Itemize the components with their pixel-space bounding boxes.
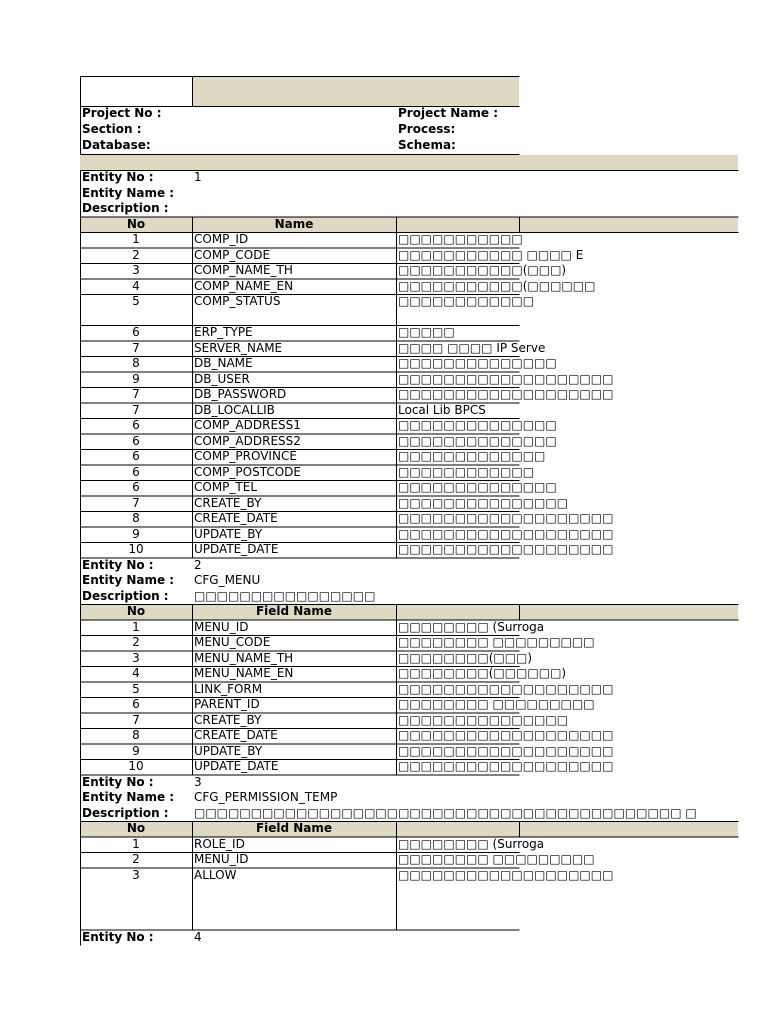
field-description: □□□□□□□□ (Surroga [398,836,545,851]
column-header-desc [396,821,519,837]
field-name: UPDATE_DATE [194,759,279,773]
entity-name-row-value [192,186,519,202]
entity-name-row-value: CFG_MENU [194,573,261,587]
entity-no-row-label: Entity No : [82,774,154,789]
field-description: Local Lib BPCS [398,402,486,417]
title-cell [192,76,519,106]
database-row-right-label: Schema: [398,138,456,152]
field-no: 6 [132,464,140,479]
field-no: 9 [132,371,140,386]
field-name: SERVER_NAME [194,340,283,355]
field-no: 9 [132,526,140,541]
field-name: COMP_POSTCODE [194,464,301,479]
field-description: □□□□□□□□□□□□□□□ [398,712,569,727]
table-row [80,542,738,558]
field-name: DB_NAME [194,356,253,370]
field-name: MENU_NAME_TH [194,650,294,665]
column-header-no: No [126,604,146,618]
table-row [80,387,738,403]
field-no: 5 [132,681,140,696]
section-band [80,155,738,170]
table-row [80,341,738,357]
entity-name-row [80,186,738,202]
table-row [80,697,738,713]
table-row [80,666,738,682]
field-description: □□□□□□□□□□□□□ [398,449,546,463]
project-no-row-label: Project No : [82,106,162,120]
field-no: 3 [132,263,140,277]
field-description: □□□□□□□□□□□□□□□□□□□ [398,743,614,758]
table-row [80,356,738,372]
entity-no-row [80,558,738,574]
field-no: 6 [132,697,140,711]
field-description: □□□□□□□□□□□ □□□□ E [398,247,584,262]
section-row-right-label: Process: [398,122,456,136]
field-name: MENU_NAME_EN [194,666,294,680]
column-header-row [80,821,738,837]
entity-no-row-value: 1 [194,170,202,184]
table-row [80,713,738,729]
field-no: 9 [132,743,140,758]
field-description: □□□□□□□□(□□□) [398,650,533,665]
field-no: 1 [132,836,140,851]
entity-no-row-value: 4 [194,929,202,944]
title-row [80,76,738,106]
table-row [80,372,738,388]
field-description: □□□□□□□□□□□□□□□ [398,495,569,510]
table-row [80,449,738,465]
table-row [80,403,738,419]
field-no: 3 [132,867,140,882]
table-row [80,232,738,248]
field-name: CREATE_BY [194,495,262,510]
description-row-label: Description : [82,588,169,603]
description-row-value: □□□□□□□□□□□□□□□□□□□□□□□□□□□□□□□□□□□□□□□□□□□ □ [194,805,697,820]
field-name: ALLOW [194,867,237,882]
table-row [80,511,738,527]
field-name: PARENT_ID [194,697,260,711]
field-no: 1 [132,619,140,634]
field-description: □□□□□□□□□□□□ [398,464,535,479]
field-no: 7 [132,402,140,417]
entity-name-row [80,790,738,806]
entity-name-row-label: Entity Name : [82,185,175,200]
column-header-desc [396,604,519,620]
project-no-row-right-label: Project Name : [398,106,498,120]
field-no: 10 [128,542,144,556]
section-band-fill [80,155,738,170]
field-no: 2 [132,852,140,866]
field-description: □□□□□□□□ □□□□□□□□□ [398,697,595,711]
entity-no-row-value: 2 [194,557,202,572]
table-row [80,744,738,760]
field-name: CREATE_DATE [194,728,278,742]
table-row [80,434,738,450]
table-row [80,635,738,651]
field-name: MENU_ID [194,619,249,634]
field-description: □□□□□□□□□□□□□□□□□□□ [398,728,614,742]
column-header-no: No [126,821,146,835]
field-name: DB_USER [194,371,250,386]
table-row [80,248,738,264]
field-name: COMP_CODE [194,247,271,262]
entity-name-row [80,573,738,589]
field-no: 6 [132,433,140,448]
field-no: 7 [132,387,140,401]
table-row [80,294,738,325]
field-description: □□□□□□□□□□□□□□□□□□□ [398,759,614,773]
field-no: 6 [132,480,140,494]
table-row [80,837,738,853]
table-row [80,418,738,434]
field-description: □□□□□□□□ (Surroga [398,619,545,634]
field-name: COMP_PROVINCE [194,449,297,463]
field-name: COMP_NAME_TH [194,263,293,277]
project-no-row [80,106,738,122]
field-no: 6 [132,418,140,432]
field-description: □□□□□□□□ □□□□□□□□□ [398,635,595,649]
column-header-desc [396,217,519,233]
entity-no-row [80,775,738,791]
field-no: 7 [132,712,140,727]
field-name: MENU_CODE [194,635,271,649]
field-description: □□□□□□□□□□□□□□□□□□□ [398,681,614,696]
entity-name-row-value: CFG_PERMISSION_TEMP [194,790,338,804]
description-row [80,806,738,822]
field-description: □□□□□□□□ □□□□□□□□□ [398,852,595,866]
field-name: CREATE_BY [194,712,262,727]
field-no: 8 [132,511,140,525]
table-row [80,325,738,341]
table-row [80,527,738,543]
field-name: COMP_ADDRESS1 [194,418,301,432]
table-row [80,620,738,636]
field-name: ROLE_ID [194,836,245,851]
table-row [80,728,738,744]
column-header-no: No [126,216,146,231]
entity-no-row-value: 3 [194,774,202,789]
entity-no-row [80,930,738,946]
field-description: □□□□ □□□□ IP Serve [398,340,546,355]
field-description: □□□□□□□□□□□□□□ [398,480,557,494]
field-name: COMP_STATUS [194,294,281,308]
field-description: □□□□□□□□□□□□□□□□□□□ [398,387,614,401]
field-no: 4 [132,666,140,680]
table-row [80,480,738,496]
field-description: □□□□□□□□□□□□□□□□□□□ [398,371,614,386]
field-no: 7 [132,495,140,510]
description-row-value: □□□□□□□□□□□□□□□□ [194,588,376,603]
field-name: DB_PASSWORD [194,387,287,401]
field-description: □□□□□□□□□□□□□□□□□□□ [398,867,614,882]
section-row [80,122,738,138]
field-description: □□□□□□□□□□□□□□ [398,418,557,432]
field-description: □□□□□□□□(□□□□□□) [398,666,567,680]
description-row [80,201,738,217]
field-no: 3 [132,650,140,665]
field-no: 4 [132,278,140,293]
column-header-row [80,604,738,620]
table-row [80,682,738,698]
column-header-name: Name [274,216,314,231]
column-header-row [80,217,738,233]
description-row-label: Description : [82,805,169,820]
table-row [80,852,738,868]
section-row-label: Section : [82,122,142,136]
field-description: □□□□□□□□□□□(□□□) [398,263,567,277]
field-no: 8 [132,728,140,742]
description-row-value [192,201,519,217]
table-row [80,868,738,930]
entity-name-row-label: Entity Name : [82,790,175,804]
entity-no-row-label: Entity No : [82,557,154,572]
field-description: □□□□□□□□□□□□ [398,294,535,308]
database-row-label: Database: [82,138,151,152]
entity-no-row-label: Entity No : [82,170,154,184]
field-name: COMP_TEL [194,480,258,494]
field-description: □□□□□□□□□□□(□□□□□□ [398,278,596,293]
field-name: COMP_NAME_EN [194,278,294,293]
field-name: MENU_ID [194,852,249,866]
field-name: UPDATE_DATE [194,542,279,556]
field-no: 2 [132,247,140,262]
field-description: □□□□□□□□□□□□□□□□□□□ [398,526,614,541]
field-description: □□□□□□□□□□□□□□ [398,433,557,448]
entity-name-row-label: Entity Name : [82,573,175,587]
column-header-name: Field Name [255,604,333,618]
table-row [80,496,738,512]
field-description: □□□□□□□□□□□□□□□□□□□ [398,542,614,556]
table-row [80,651,738,667]
column-header-name: Field Name [255,821,333,835]
field-no: 2 [132,635,140,649]
field-description: □□□□□□□□□□□□□□□□□□□ [398,511,614,525]
field-no: 1 [132,232,140,246]
field-name: UPDATE_BY [194,743,263,758]
field-name: CREATE_DATE [194,511,278,525]
field-no: 5 [132,294,140,308]
database-row [80,138,738,154]
field-name: LINK_FORM [194,681,263,696]
description-row [80,589,738,605]
field-description: □□□□□□□□□□□ [398,232,523,246]
table-row [80,465,738,481]
field-no: 8 [132,356,140,370]
entity-no-row-label: Entity No : [82,929,154,944]
table-row [80,263,738,279]
field-no: 6 [132,449,140,463]
field-description: □□□□□ [398,325,455,339]
field-name: COMP_ADDRESS2 [194,433,301,448]
entity-no-row [80,170,738,186]
field-name: UPDATE_BY [194,526,263,541]
field-description: □□□□□□□□□□□□□□ [398,356,557,370]
table-row [80,759,738,775]
field-no: 10 [128,759,144,773]
field-no: 6 [132,325,140,339]
field-no: 7 [132,340,140,355]
field-name: COMP_ID [194,232,249,246]
field-name: DB_LOCALLIB [194,402,275,417]
description-row-label: Description : [82,201,169,215]
field-name: ERP_TYPE [194,325,253,339]
table-row [80,279,738,295]
